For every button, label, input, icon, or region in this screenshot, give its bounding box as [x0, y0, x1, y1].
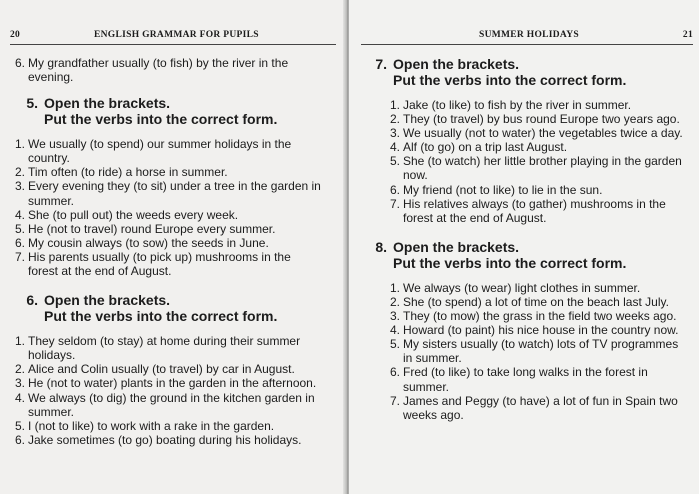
right-page-number: 21 — [682, 30, 693, 40]
left-header-rule — [10, 44, 336, 45]
exercise-5-heading: 5. Open the brackets. Put the verbs into the correct form. — [26, 95, 278, 128]
list-item: 3. Every evening they (to sit) under a tree in the garden in summer. — [14, 179, 321, 208]
list-item: 4. Howard (to paint) his nice house in the country now. — [389, 323, 679, 338]
right-running-title: SUMMER HOLIDAYS — [479, 30, 579, 40]
list-item: 1. They seldom (to stay) at home during their summer holidays. — [14, 334, 301, 363]
list-item: 7. His relatives always (to gather) mushrooms in the forest at the end of August. — [389, 196, 666, 225]
list-item: 6. My cousin always (to sow) the seeds in June. — [14, 235, 269, 250]
list-item: 3. He (not to water) plants in the garden in the afternoon. — [14, 376, 317, 391]
list-item: 1. We usually (to spend) our summer holidays in the country. — [14, 137, 292, 166]
list-item: 6. My friend (not to like) to lie in the sun. — [389, 182, 603, 197]
list-item: 6. My grandfather usually (to fish) by the river in the evening. — [14, 56, 289, 85]
left-running-title: ENGLISH GRAMMAR FOR PUPILS — [94, 30, 259, 40]
right-header-rule — [361, 44, 693, 45]
list-item: 4. Alf (to go) on a trip last August. — [389, 140, 568, 155]
list-item: 5. He (not to travel) round Europe every summer. — [14, 221, 276, 236]
list-item: 7. James and Peggy (to have) a lot of fun in Spain two weeks ago. — [389, 393, 678, 422]
exercise-6-heading: 6. Open the brackets. Put the verbs into the correct form. — [26, 292, 278, 325]
exercise-8-heading: 8. Open the brackets. Put the verbs into the correct form. — [375, 238, 627, 271]
left-page-number: 20 — [10, 30, 21, 40]
list-item: 6. Jake sometimes (to go) boating during his holidays. — [14, 432, 302, 447]
list-item: 3. We usually (not to water) the vegetables twice a day. — [389, 126, 683, 141]
right-page-content — [375, 56, 683, 422]
list-item: 6. Fred (to like) to take long walks in the forest in summer. — [389, 365, 648, 394]
list-item: 4. We always (to dig) the ground in the kitchen garden in summer. — [14, 390, 315, 419]
list-item: 4. She (to pull out) the weeds every week. — [14, 207, 239, 222]
list-item: 5. My sisters usually (to watch) lots of TV programmes in summer. — [389, 337, 679, 366]
right-page — [349, 0, 699, 494]
left-page — [0, 0, 345, 494]
list-item: 2. Tim often (to ride) a horse in summer. — [14, 165, 228, 180]
list-item: 1. Jake (to like) to fish by the river in summer. — [389, 98, 632, 112]
right-page-header — [361, 30, 693, 44]
list-item: 1. We always (to wear) light clothes in summer. — [389, 280, 641, 295]
exercise-7-heading: 7. Open the brackets. Put the verbs into the correct form. — [375, 56, 627, 88]
left-page-header — [10, 30, 336, 44]
list-item: 2. Alice and Colin usually (to travel) by car in August. — [14, 362, 295, 377]
left-page-content — [10, 56, 322, 447]
list-item: 5. She (to watch) her little brother playing in the garden now. — [389, 154, 682, 183]
list-item: 5. I (not to like) to work with a rake in the garden. — [14, 418, 275, 433]
list-item: 3. They (to mow) the grass in the field two weeks ago. — [389, 309, 677, 324]
list-item: 2. They (to travel) by bus round Europe two years ago. — [389, 112, 680, 127]
list-item: 7. His parents usually (to pick up) mushrooms in the forest at the end of August. — [14, 249, 291, 279]
list-item: 2. She (to spend) a lot of time on the beach last July. — [389, 294, 669, 309]
